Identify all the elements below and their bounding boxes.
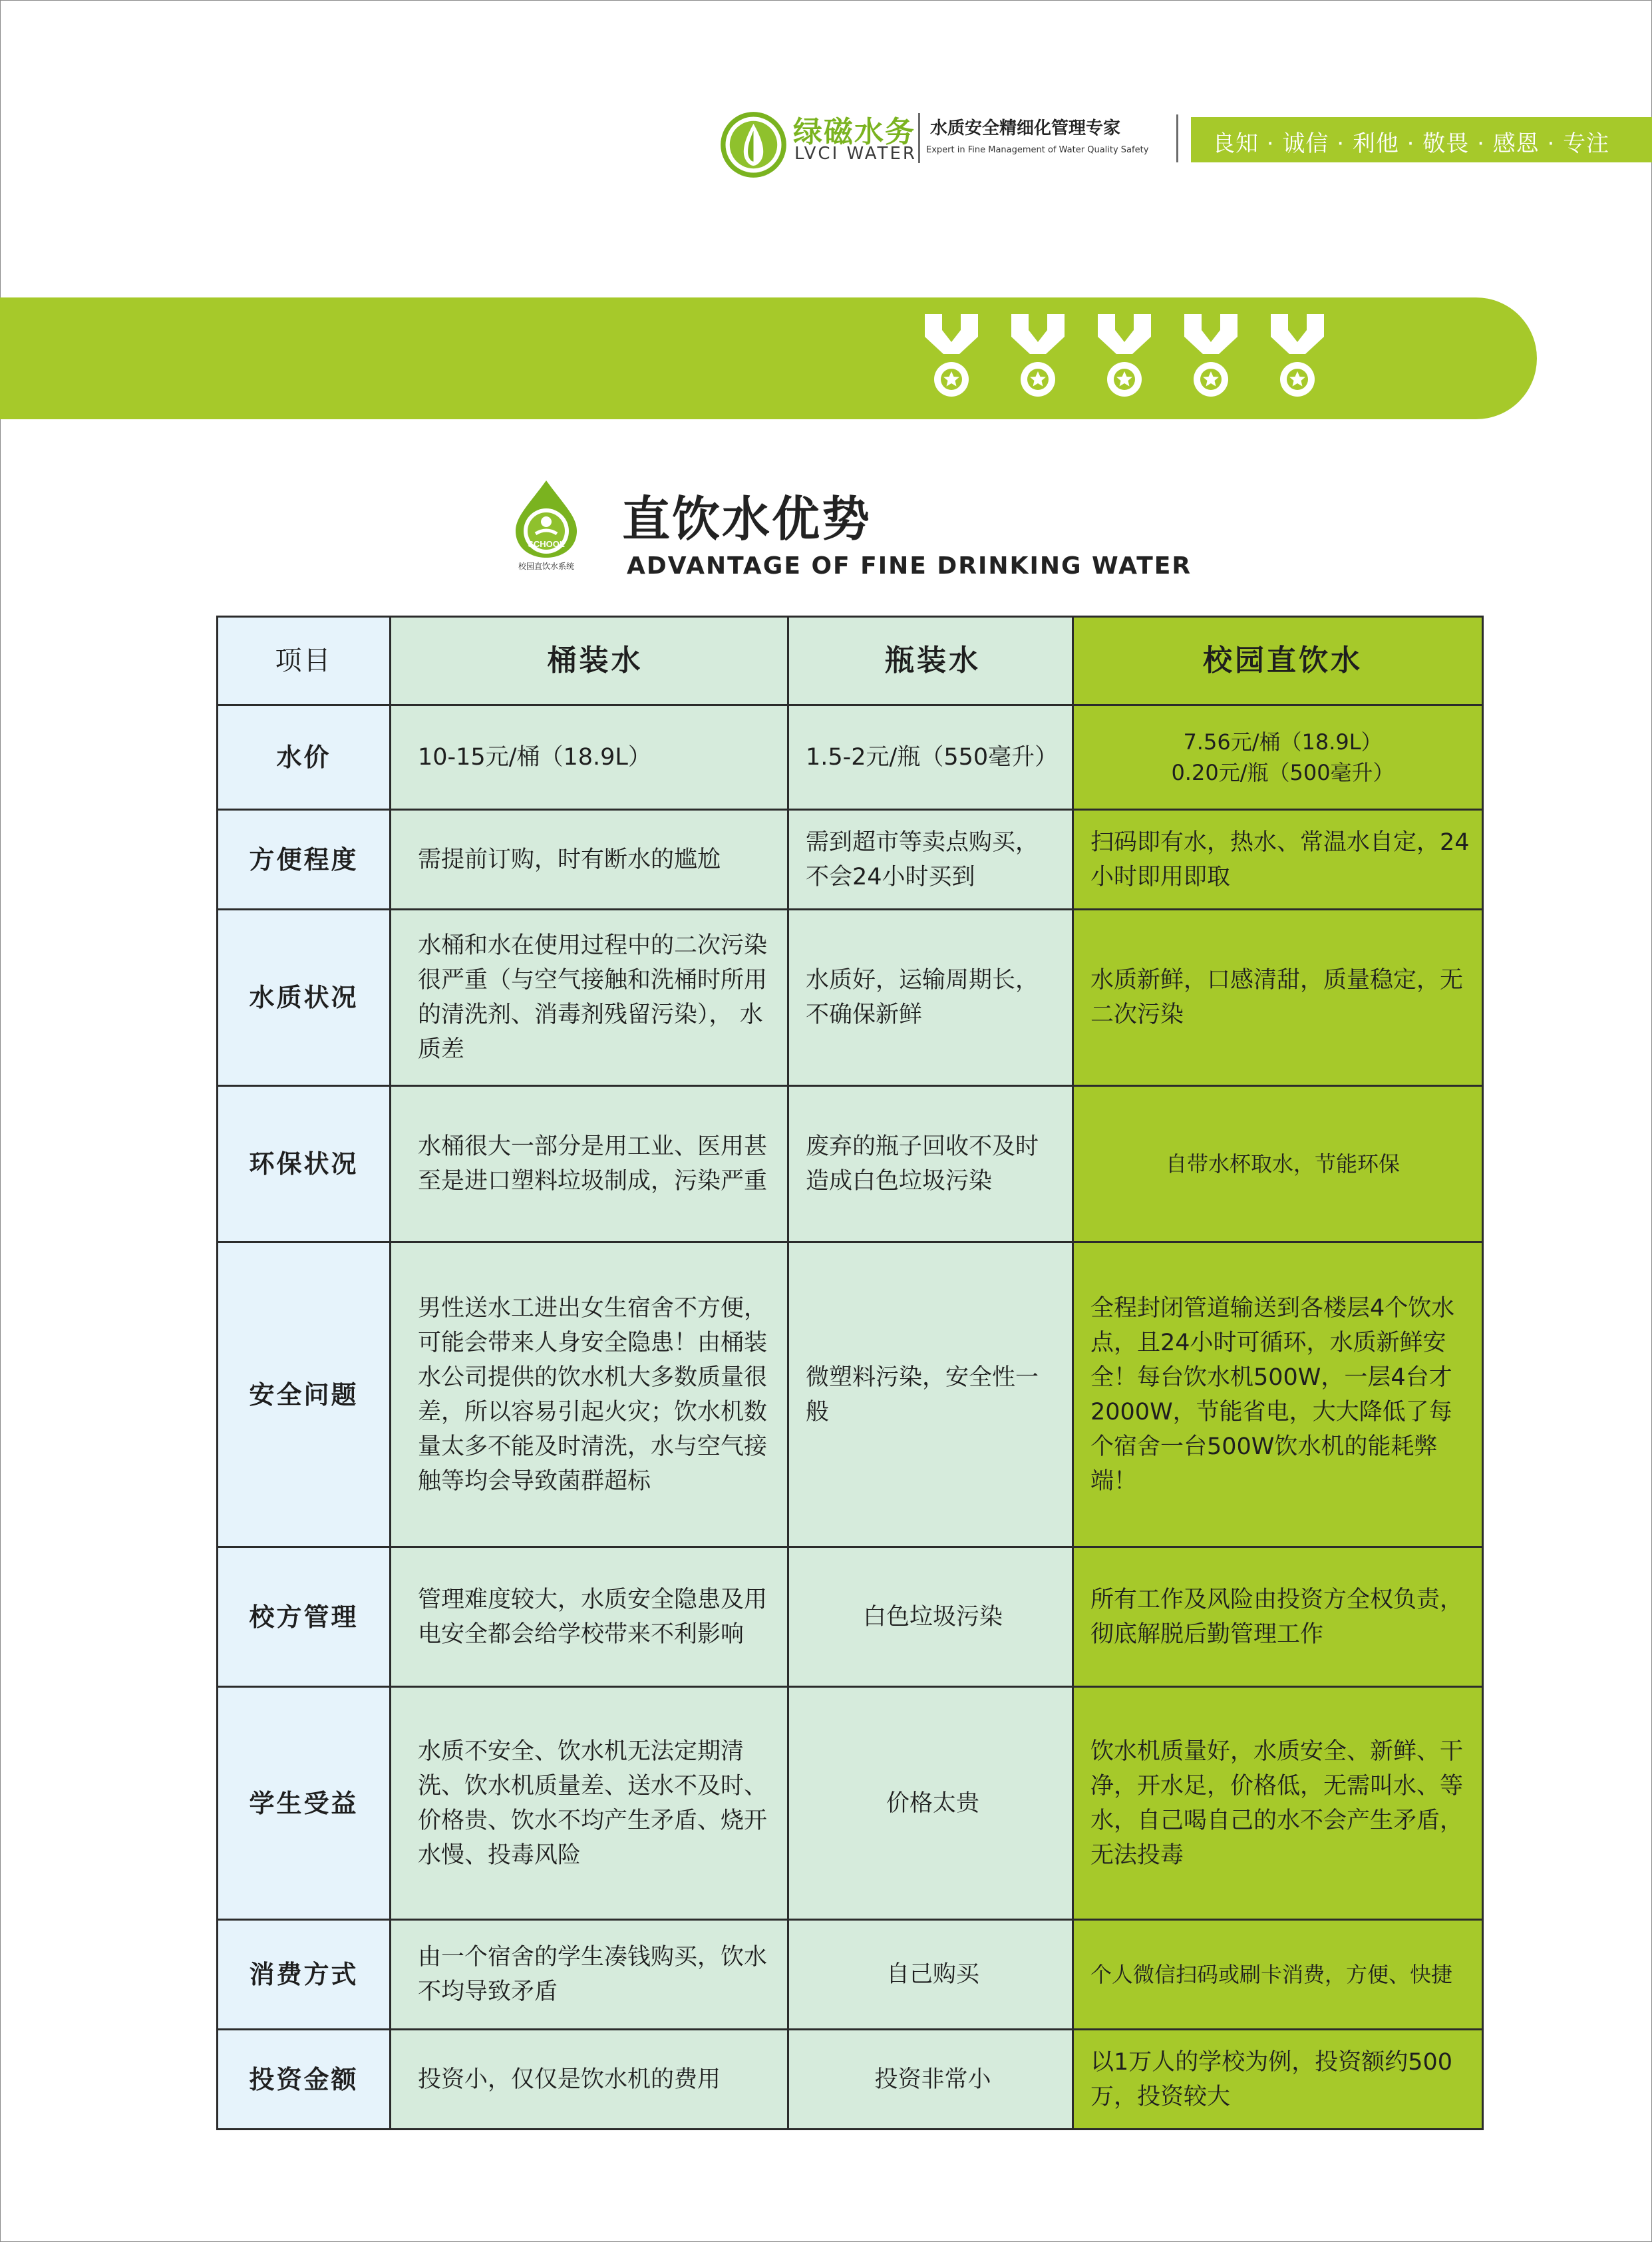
header-bucket-water: 桶装水 xyxy=(391,617,788,705)
section-title-cn: 直饮水优势 xyxy=(622,491,872,547)
bottle-cell: 自己购买 xyxy=(788,1920,1073,2030)
campus-cell: 个人微信扫码或刷卡消费，方便、快捷 xyxy=(1073,1920,1483,2030)
bottle-cell: 投资非常小 xyxy=(788,2030,1073,2130)
row-label: 水价 xyxy=(218,705,391,810)
medal-icon xyxy=(925,313,1351,406)
header-divider xyxy=(1176,114,1178,162)
campus-cell: 扫码即有水，热水、常温水自定，24小时即用即取 xyxy=(1073,810,1483,910)
header-campus-water: 校园直饮水 xyxy=(1073,617,1483,705)
table-row xyxy=(218,1687,1483,1920)
header-divider xyxy=(918,113,920,163)
bucket-cell: 10-15元/桶（18.9L） xyxy=(391,705,788,810)
table-row xyxy=(218,1920,1483,2030)
campus-cell: 以1万人的学校为例，投资额约500万，投资较大 xyxy=(1073,2030,1483,2130)
slogan-cn: 水质安全精细化管理专家 xyxy=(930,118,1121,138)
bottle-cell: 1.5-2元/瓶（550毫升） xyxy=(788,705,1073,810)
bucket-cell: 需提前订购，时有断水的尴尬 xyxy=(391,810,788,910)
bucket-cell: 投资小，仅仅是饮水机的费用 xyxy=(391,2030,788,2130)
table-row xyxy=(218,2030,1483,2130)
table-row xyxy=(218,1547,1483,1687)
table-row xyxy=(218,1086,1483,1242)
campus-cell: 所有工作及风险由投资方全权负责，彻底解脱后勤管理工作 xyxy=(1073,1547,1483,1687)
school-logo-caption: 校园直饮水系统 xyxy=(518,562,575,571)
company-values: 良知 · 诚信 · 利他 · 敬畏 · 感恩 · 专注 xyxy=(1212,130,1610,157)
bucket-cell: 管理难度较大，水质安全隐患及用电安全都会给学校带来不利影响 xyxy=(391,1547,788,1687)
bottle-cell: 水质好，运输周期长，不确保新鲜 xyxy=(788,910,1073,1086)
bottle-cell: 白色垃圾污染 xyxy=(788,1547,1073,1687)
table-row xyxy=(218,705,1483,810)
campus-cell xyxy=(1073,705,1483,810)
row-label: 安全问题 xyxy=(218,1242,391,1547)
bucket-cell: 水桶很大一部分是用工业、医用甚至是进口塑料垃圾制成，污染严重 xyxy=(391,1086,788,1242)
bottle-cell: 微塑料污染，安全性一般 xyxy=(788,1242,1073,1547)
header-bottled-water: 瓶装水 xyxy=(788,617,1073,705)
header-item: 项目 xyxy=(218,617,391,705)
bottle-cell: 需到超市等卖点购买，不会24小时买到 xyxy=(788,810,1073,910)
school-logo-text: SCHOOL xyxy=(528,539,565,549)
row-label: 水质状况 xyxy=(218,910,391,1086)
school-badge-icon xyxy=(509,478,583,572)
row-label: 投资金额 xyxy=(218,2030,391,2130)
campus-cell: 饮水机质量好，水质安全、新鲜、干净，开水足，价格低，无需叫水、等水，自己喝自己的水不会产生矛盾，无法投毒 xyxy=(1073,1687,1483,1920)
brand-name-cn: 绿磁水务 xyxy=(793,115,915,149)
row-label: 校方管理 xyxy=(218,1547,391,1687)
bottle-cell: 价格太贵 xyxy=(788,1687,1073,1920)
slogan-en: Expert in Fine Management of Water Quality Safety xyxy=(926,145,1149,155)
water-drop-logo-icon xyxy=(719,110,788,180)
table-row xyxy=(218,1242,1483,1547)
brand-name-en: LVCI WATER xyxy=(794,144,917,164)
campus-cell: 水质新鲜，口感清甜，质量稳定，无二次污染 xyxy=(1073,910,1483,1086)
table-header-row xyxy=(218,617,1483,705)
table-row xyxy=(218,810,1483,910)
row-label: 学生受益 xyxy=(218,1687,391,1920)
row-label: 消费方式 xyxy=(218,1920,391,2030)
campus-price-bottle: 0.20元/瓶（500毫升） xyxy=(1171,760,1395,785)
campus-price-bucket: 7.56元/桶（18.9L） xyxy=(1183,729,1383,755)
row-label: 方便程度 xyxy=(218,810,391,910)
row-label: 环保状况 xyxy=(218,1086,391,1242)
bottle-cell: 废弃的瓶子回收不及时造成白色垃圾污染 xyxy=(788,1086,1073,1242)
campus-cell: 自带水杯取水，节能环保 xyxy=(1073,1086,1483,1242)
table-row xyxy=(218,910,1483,1086)
bucket-cell: 由一个宿舍的学生凑钱购买，饮水不均导致矛盾 xyxy=(391,1920,788,2030)
comparison-table xyxy=(216,616,1484,2130)
bucket-cell: 水桶和水在使用过程中的二次污染很严重（与空气接触和洗桶时所用的清洗剂、消毒剂残留污染）， 水质差 xyxy=(391,910,788,1086)
section-title-en: ADVANTAGE OF FINE DRINKING WATER xyxy=(627,552,1192,580)
campus-cell: 全程封闭管道输送到各楼层4个饮水点，且24小时可循环，水质新鲜安全！每台饮水机500W，一层4台才2000W，节能省电，大大降低了每个宿舍一台500W饮水机的能耗弊端！ xyxy=(1073,1242,1483,1547)
bucket-cell: 水质不安全、饮水机无法定期清洗、饮水机质量差、送水不及时、价格贵、饮水不均产生矛盾、烧开水慢、投毒风险 xyxy=(391,1687,788,1920)
bucket-cell: 男性送水工进出女生宿舍不方便，可能会带来人身安全隐患！由桶装水公司提供的饮水机大多数质量很差，所以容易引起火灾；饮水机数量太多不能及时清洗，水与空气接触等均会导致菌群超标 xyxy=(391,1242,788,1547)
